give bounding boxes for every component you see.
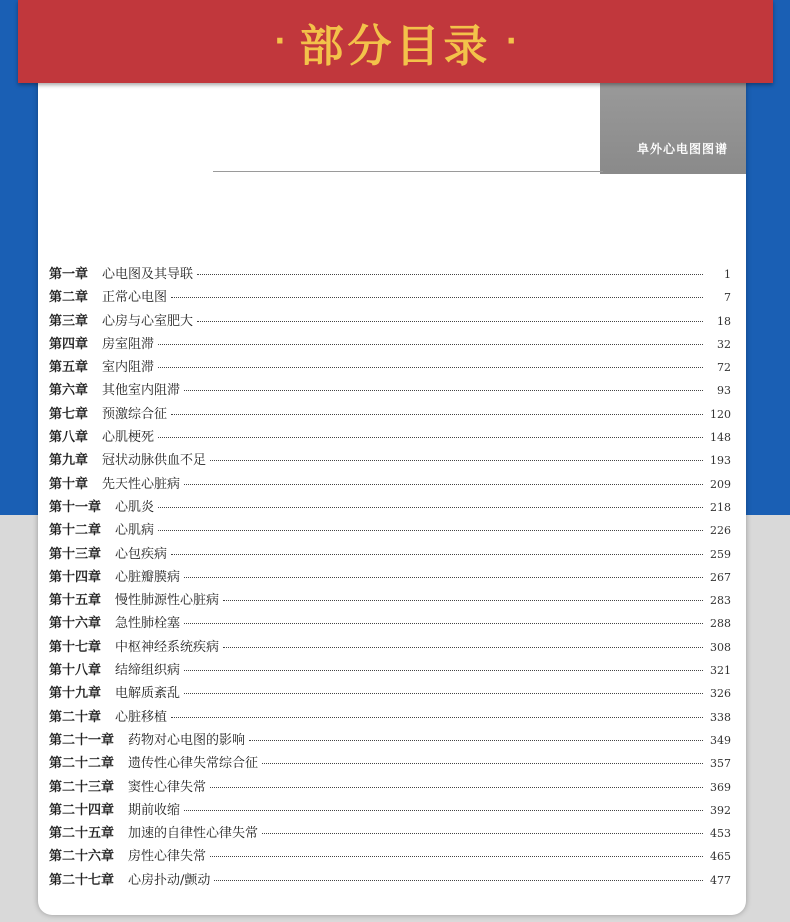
toc-dot-leader xyxy=(223,647,703,648)
toc-chapter-title: 遗传性心律失常综合征 xyxy=(128,756,259,772)
table-of-contents xyxy=(49,263,731,892)
toc-chapter-title: 慢性肺源性心脏病 xyxy=(115,593,220,609)
toc-dot-leader xyxy=(184,693,703,694)
toc-row xyxy=(49,310,731,333)
toc-chapter-number: 第十六章 xyxy=(49,616,102,632)
toc-chapter-number: 第二十章 xyxy=(49,709,102,725)
toc-chapter-number: 第十一章 xyxy=(49,499,102,515)
toc-dot-leader xyxy=(262,763,703,764)
toc-row xyxy=(49,519,731,542)
toc-dot-leader xyxy=(214,880,703,881)
toc-dot-leader xyxy=(184,810,703,811)
banner xyxy=(18,0,773,83)
toc-dot-leader xyxy=(158,344,703,345)
toc-chapter-number: 第三章 xyxy=(49,313,89,329)
toc-dot-leader xyxy=(184,623,703,624)
toc-chapter-title: 药物对心电图的影响 xyxy=(128,732,246,748)
toc-dot-leader xyxy=(210,460,703,461)
toc-chapter-number: 第二十二章 xyxy=(49,756,115,772)
toc-chapter-title: 结缔组织病 xyxy=(115,663,181,679)
toc-chapter-number: 第十八章 xyxy=(49,663,102,679)
toc-chapter-title: 正常心电图 xyxy=(102,290,168,306)
toc-chapter-number: 第二十四章 xyxy=(49,802,115,818)
toc-dot-leader xyxy=(197,321,703,322)
toc-chapter-title: 冠状动脉供血不足 xyxy=(102,453,207,469)
toc-dot-leader xyxy=(184,484,703,485)
toc-page-number: 226 xyxy=(710,524,731,538)
toc-chapter-title: 心房与心室肥大 xyxy=(102,313,194,329)
toc-chapter-number: 第九章 xyxy=(49,453,89,469)
toc-chapter-number: 第二十六章 xyxy=(49,849,115,865)
toc-chapter-number: 第四章 xyxy=(49,336,89,352)
running-header-text: 阜外心电图图谱 xyxy=(636,142,728,156)
toc-page-number: 338 xyxy=(710,710,731,724)
toc-page-number: 267 xyxy=(710,570,731,584)
toc-dot-leader xyxy=(171,717,703,718)
toc-dot-leader xyxy=(210,856,703,857)
toc-chapter-title: 心脏移植 xyxy=(115,709,168,725)
toc-dot-leader xyxy=(249,740,703,741)
toc-dot-leader xyxy=(223,600,703,601)
toc-dot-leader xyxy=(184,390,703,391)
toc-row xyxy=(49,706,731,729)
toc-row xyxy=(49,636,731,659)
toc-chapter-number: 第六章 xyxy=(49,383,89,399)
toc-chapter-number: 第八章 xyxy=(49,430,89,446)
toc-page-number: 209 xyxy=(710,477,731,491)
toc-page-number: 465 xyxy=(710,850,731,864)
toc-page-number: 32 xyxy=(717,337,731,351)
banner-title: 部分目录 xyxy=(299,20,492,72)
toc-dot-leader xyxy=(158,507,703,508)
toc-page-number: 120 xyxy=(710,407,731,421)
toc-chapter-title: 先天性心脏病 xyxy=(102,476,181,492)
toc-chapter-number: 第十三章 xyxy=(49,546,102,562)
toc-row xyxy=(49,566,731,589)
toc-row xyxy=(49,426,731,449)
toc-dot-leader xyxy=(158,367,703,368)
toc-chapter-number: 第二十五章 xyxy=(49,826,115,842)
toc-row xyxy=(49,659,731,682)
toc-chapter-title: 室内阻滞 xyxy=(102,360,155,376)
toc-page-number: 1 xyxy=(724,268,731,281)
book-page xyxy=(38,80,746,915)
toc-row xyxy=(49,496,731,519)
toc-row xyxy=(49,869,731,892)
toc-chapter-title: 心包疾病 xyxy=(115,546,168,562)
toc-chapter-title: 心电图及其导联 xyxy=(102,267,194,282)
toc-chapter-title: 窦性心律失常 xyxy=(128,779,207,795)
toc-chapter-number: 第二十一章 xyxy=(49,732,115,748)
toc-row xyxy=(49,799,731,822)
toc-dot-leader xyxy=(158,437,703,438)
toc-chapter-title: 心脏瓣膜病 xyxy=(115,569,181,585)
toc-chapter-number: 第十五章 xyxy=(49,593,102,609)
toc-page-number: 349 xyxy=(710,733,731,747)
toc-page-number: 453 xyxy=(710,827,731,841)
toc-page-number: 326 xyxy=(710,687,731,701)
toc-dot-leader xyxy=(197,274,703,275)
toc-page-number: 321 xyxy=(710,664,731,678)
toc-row xyxy=(49,729,731,752)
toc-chapter-title: 心肌梗死 xyxy=(102,430,155,446)
banner-dot-left: · xyxy=(274,24,286,59)
toc-page-number: 259 xyxy=(710,547,731,561)
toc-row xyxy=(49,379,731,402)
toc-dot-leader xyxy=(158,530,703,531)
toc-chapter-number: 第二十七章 xyxy=(49,872,115,888)
toc-row xyxy=(49,356,731,379)
toc-chapter-number: 第十九章 xyxy=(49,686,102,702)
toc-page-number: 477 xyxy=(710,873,731,887)
toc-row xyxy=(49,612,731,635)
toc-row xyxy=(49,449,731,472)
toc-chapter-number: 第二章 xyxy=(49,290,89,306)
toc-chapter-title: 其他室内阻滞 xyxy=(102,383,181,399)
toc-row xyxy=(49,752,731,775)
banner-dot-right: · xyxy=(505,24,517,59)
toc-row xyxy=(49,286,731,309)
running-header-tab xyxy=(600,80,746,174)
toc-page-number: 218 xyxy=(710,500,731,514)
toc-dot-leader xyxy=(171,554,703,555)
toc-chapter-title: 中枢神经系统疾病 xyxy=(115,639,220,655)
toc-chapter-title: 期前收缩 xyxy=(128,802,181,818)
toc-row xyxy=(49,776,731,799)
toc-page-number: 357 xyxy=(710,757,731,771)
toc-chapter-title: 心肌炎 xyxy=(115,499,155,515)
toc-page-number: 148 xyxy=(710,431,731,445)
toc-chapter-title: 心肌病 xyxy=(115,523,155,539)
toc-page-number: 93 xyxy=(717,384,731,398)
toc-chapter-number: 第十二章 xyxy=(49,523,102,539)
toc-row xyxy=(49,845,731,868)
toc-chapter-title: 加速的自律性心律失常 xyxy=(128,826,259,842)
toc-page-number: 7 xyxy=(724,291,731,305)
toc-chapter-number: 第十四章 xyxy=(49,569,102,585)
toc-dot-leader xyxy=(171,297,703,298)
toc-dot-leader xyxy=(171,414,703,415)
toc-page-number: 283 xyxy=(710,594,731,608)
toc-dot-leader xyxy=(210,787,703,788)
toc-dot-leader xyxy=(262,833,703,834)
toc-page-number: 18 xyxy=(717,314,731,328)
toc-page-number: 369 xyxy=(710,780,731,794)
toc-chapter-title: 房性心律失常 xyxy=(128,849,207,865)
toc-page-number: 193 xyxy=(710,454,731,468)
toc-chapter-number: 第一章 xyxy=(49,267,89,282)
toc-chapter-title: 急性肺栓塞 xyxy=(115,616,181,632)
toc-chapter-number: 第十章 xyxy=(49,476,89,492)
toc-dot-leader xyxy=(184,577,703,578)
toc-row xyxy=(49,473,731,496)
toc-chapter-title: 预激综合征 xyxy=(102,406,168,422)
toc-chapter-number: 第十七章 xyxy=(49,639,102,655)
toc-row xyxy=(49,589,731,612)
toc-dot-leader xyxy=(184,670,703,671)
header-rule xyxy=(213,171,603,172)
toc-chapter-title: 电解质紊乱 xyxy=(115,686,181,702)
toc-page-number: 288 xyxy=(710,617,731,631)
toc-chapter-number: 第七章 xyxy=(49,406,89,422)
toc-row xyxy=(49,682,731,705)
toc-chapter-title: 心房扑动/颤动 xyxy=(128,872,211,888)
toc-chapter-number: 第五章 xyxy=(49,360,89,376)
toc-page-number: 72 xyxy=(717,361,731,375)
toc-page-number: 308 xyxy=(710,640,731,654)
toc-row xyxy=(49,403,731,426)
toc-row xyxy=(49,263,731,286)
toc-row xyxy=(49,333,731,356)
toc-row xyxy=(49,543,731,566)
toc-chapter-title: 房室阻滞 xyxy=(102,336,155,352)
toc-page-number: 392 xyxy=(710,803,731,817)
toc-chapter-number: 第二十三章 xyxy=(49,779,115,795)
toc-row xyxy=(49,822,731,845)
